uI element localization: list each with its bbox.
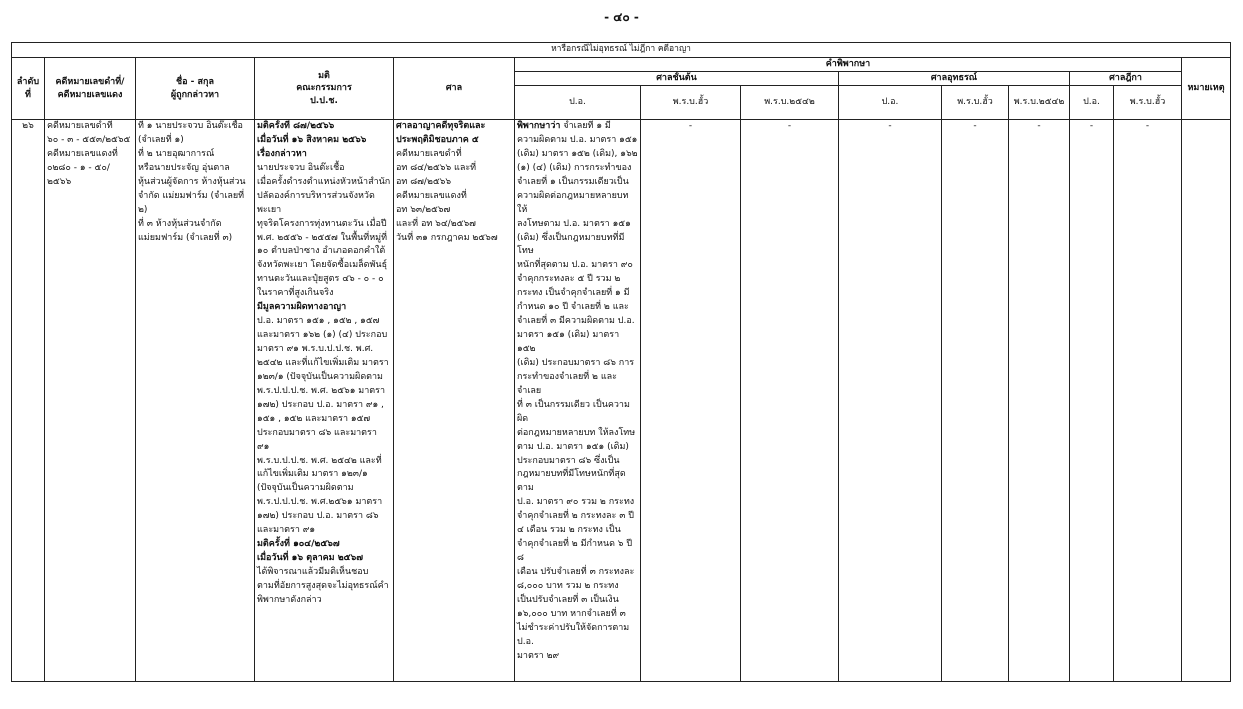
header-remark: หมายเหตุ [1182, 58, 1231, 120]
header-seq: ลำดับที่ [12, 58, 45, 120]
appeal-po-value: - [839, 120, 942, 682]
appeal-pr-2542-value: - [1009, 120, 1070, 682]
page-number: - ๔๐ - [604, 10, 639, 24]
allegation-text: นายประจวบ อินต๊ะเชื้อ เมื่อครั้งดำรงตำแหน่งหัวหน้าสำนัก ปลัดองค์การบริหารส่วนจังหวัดพะเยา ทุจริตโครงการทุ่งทานตะวัน เมื่อปี พ.ศ. ๒๕๕๖ - ๒๕๕๗ ในพื้นที่หมู่ที่ ๑๐ ตำบลป่าซาง อำเภอดอกคำใต้ จังหวัดพะเยา โดยจัดซื้อเมล็ดพันธุ์ ทานตะวันและปุ๋ยสูตร ๔๖ - ๐ - ๐ ในราคาที่สูงเกินจริง [257, 162, 391, 299]
row-case-no: คดีหมายเลขดำที่ ๖๐ - ๓ - ๕๕๓/๒๕๖๕ คดีหมายเลขแดงที่ ๐๒๘๐ - ๑ - ๕๐/ ๒๕๖๖ [45, 120, 136, 682]
row-court [394, 120, 515, 682]
verdict-text: จำเลยที่ ๑ มี ความผิดตาม ป.อ. มาตรา ๑๕๑ (เดิม) มาตรา ๑๕๒ (เดิม), ๑๖๒ (๑) (๔) (เดิม) การกระทำของ จำเลยที่ ๑ เป็นกรรมเดียวเป็น ความผิดต่อกฎหมายหลายบท ให้ ลงโทษตาม ป.อ. มาตรา ๑๕๑ (เดิม) ซึ่งเป็นกฎหมายบทที่มีโทษ หนักที่สุดตาม ป.อ. มาตรา ๙๐ จำคุกกระทงละ ๕ ปี รวม ๒ กระทง เป็นจำคุกจำเลยที่ ๑ มี กำหนด ๑๐ ปี จำเลยที่ ๒ และ จำเลยที่ ๓ มีความผิดตาม ป.อ. มาตรา ๑๕๑ (เดิม) มาตรา ๑๕๒ (เดิม) ประกอบมาตรา ๘๖ การ กระทำของจำเลยที่ ๒ และจำเลย ที่ ๓ เป็นกรรมเดียว เป็นความผิด ต่อกฎหมายหลายบท ให้ลงโทษ ตาม ป.อ. มาตรา ๑๕๑ (เดิม) ประกอบมาตรา ๘๖ ซึ่งเป็น กฎหมายบทที่มีโทษหนักที่สุดตาม ป.อ. มาตรา ๙๐ รวม ๒ กระทง จำคุกจำเลยที่ ๒ กระทงละ ๓ ปี ๔ เดือน รวม ๒ กระทง เป็น จำคุกจำเลยที่ ๒ มีกำหนด ๖ ปี ๘ เดือน ปรับจำเลยที่ ๓ กระทงละ ๘,๐๐๐ บาท รวม ๒ กระทง เป็นปรับจำเลยที่ ๓ เป็นเงิน ๑๖,๐๐๐ บาท หากจำเลยที่ ๓ ไม่ชำระค่าปรับให้จัดการตาม ป.อ. มาตรา ๒๙ [517, 121, 638, 661]
resolution-2-date: เมื่อวันที่ ๑๖ ตุลาคม ๒๕๖๗ [257, 553, 363, 564]
offense-title: มีมูลความผิดทางอาญา [257, 302, 347, 313]
offense-text: ป.อ. มาตรา ๑๕๑ , ๑๕๒ , ๑๕๗ และมาตรา ๑๖๒ (๑) (๔) ประกอบ มาตรา ๙๑ พ.ร.บ.ป.ป.ช. พ.ศ. ๒๕๔๒ และที่แก้ไขเพิ่มเติม มาตรา ๑๒๓/๑ (ปัจจุบันเป็นความผิดตาม พ.ร.ป.ป.ป.ช. พ.ศ. ๒๕๖๑ มาตรา ๑๗๒) ประกอบ ป.อ. มาตรา ๙๑ , ๑๕๑ , ๑๕๒ และมาตรา ๑๕๗ ประกอบมาตรา ๘๖ และมาตรา ๙๑ พ.ร.บ.ป.ป.ช. พ.ศ. ๒๕๔๒ และที่ แก้ไขเพิ่มเติม มาตรา ๑๒๓/๑ (ปัจจุบันเป็นความผิดตาม พ.ร.ป.ป.ป.ช. พ.ศ.๒๕๖๑ มาตรา ๑๗๒) ประกอบ ป.อ. มาตรา ๘๖ และมาตรา ๙๑ [257, 316, 389, 536]
header-first-pr-old: พ.ร.บ.ฮั้ว [641, 86, 741, 120]
verdict-title: พิพากษาว่า [517, 121, 561, 131]
header-case-no: คดีหมายเลขดำที่/ คดีหมายเลขแดง [45, 58, 136, 120]
header-court: ศาล [394, 58, 515, 120]
allegation-title: เรื่องกล่าวหา [257, 148, 307, 159]
header-first-po: ป.อ. [515, 86, 641, 120]
table-row [12, 120, 1231, 682]
row-verdict [515, 120, 641, 682]
appeal-pr-old-value: - [942, 120, 1009, 682]
header-appeal-court: ศาลอุทธรณ์ [839, 72, 1070, 86]
header-resolution: มติ คณะกรรมการ ป.ป.ช. [255, 58, 394, 120]
resolution-1-title: มติครั้งที่ ๘๗/๒๕๖๖ [257, 121, 335, 131]
header-first-pr-2542: พ.ร.บ.๒๕๔๒ [741, 86, 839, 120]
resolution-2-text: ได้พิจารณาแล้วมีมติเห็นชอบ ตามที่อัยการสูงสุดจะไม่อุทธรณ์คำ พิพากษาดังกล่าว [257, 567, 389, 605]
resolution-1-date: เมื่อวันที่ ๑๖ สิงหาคม ๒๕๖๖ [257, 134, 367, 145]
row-seq: ๒๖ [12, 120, 45, 682]
remark-value [1182, 120, 1231, 682]
resolution-2-title: มติครั้งที่ ๑๐๔/๒๕๖๗ [257, 539, 340, 550]
header-appeal-pr-old: พ.ร.บ.ฮั้ว [942, 86, 1009, 120]
row-resolution [255, 120, 394, 682]
case-table [11, 42, 1231, 682]
header-judgment: คำพิพากษา [515, 58, 1182, 72]
court-title: ศาลอาญาคดีทุจริตและ ประพฤติมิชอบภาค ๕ [396, 121, 486, 145]
first-pr-2542-value: - [741, 120, 839, 682]
row-names: ที่ ๑ นายประจวบ อินต๊ะเชื้อ (จำเลยที่ ๑) ที่ ๒ นายอุฒาการณ์ หรือนายประจัญ อุ่นตาล หุ้นส่วนผู้จัดการ ห้างหุ้นส่วน จำกัด แม่ยมฟาร์ม (จำเลยที่ ๒) ที่ ๓ ห้างหุ้นส่วนจำกัด แม่ยมฟาร์ม (จำเลยที่ ๓) [136, 120, 255, 682]
header-supreme-po: ป.อ. [1070, 86, 1114, 120]
first-pr-old-value: - [641, 120, 741, 682]
supreme-po-value: - [1070, 120, 1114, 682]
supreme-pr-old-value: - [1114, 120, 1182, 682]
header-supreme-court: ศาลฎีกา [1070, 72, 1182, 86]
header-appeal-po: ป.อ. [839, 86, 942, 120]
table-banner: หารือกรณีไม่อุทธรณ์ ไม่ฎีกา คดีอาญา [12, 43, 1231, 58]
header-name: ชื่อ - สกุล ผู้ถูกกล่าวหา [136, 58, 255, 120]
header-appeal-pr-2542: พ.ร.บ.๒๕๔๒ [1009, 86, 1070, 120]
header-first-court: ศาลชั้นต้น [515, 72, 839, 86]
header-supreme-pr-old: พ.ร.บ.ฮั้ว [1114, 86, 1182, 120]
court-text: คดีหมายเลขดำที่ อท ๘๔/๒๕๖๖ และที่ อท ๘๗/๒๕๖๖ คดีหมายเลขแดงที่ อท ๖๓/๒๕๖๗ และที่ อท ๖๔/๒๕๖๗ วันที่ ๓๑ กรกฎาคม ๒๕๖๗ [396, 148, 498, 243]
